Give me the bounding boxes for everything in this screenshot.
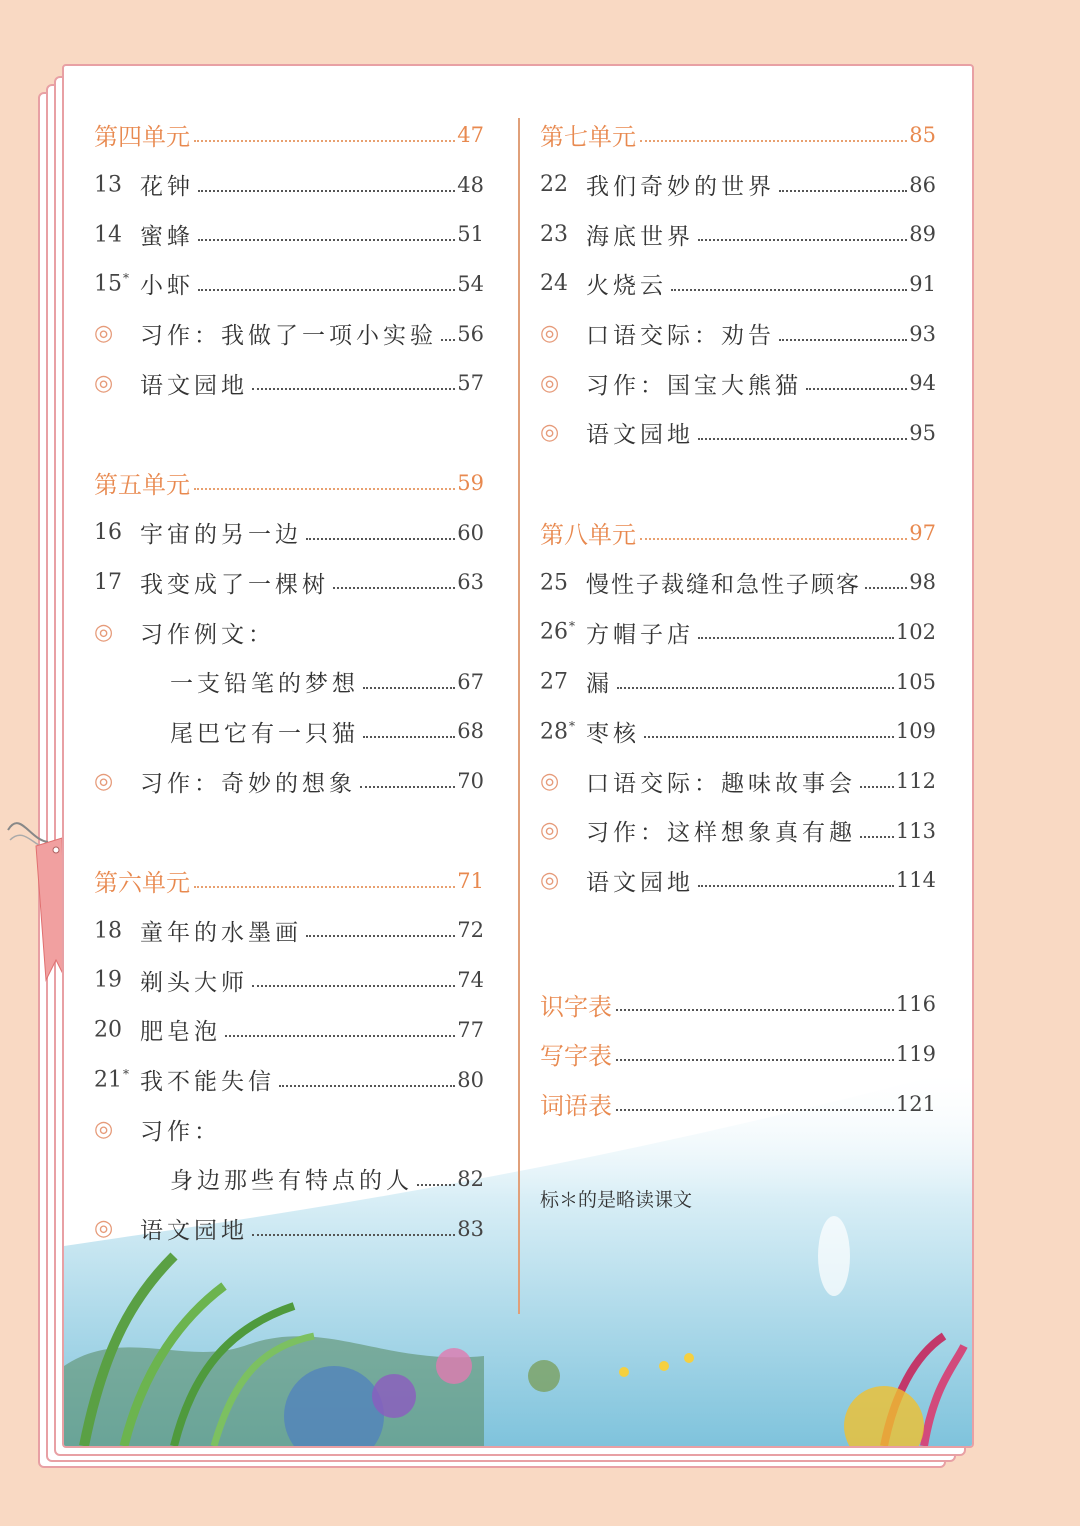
page-number: 116: [895, 992, 936, 1017]
leader-dots: [363, 736, 455, 738]
page-number: 112: [895, 769, 936, 794]
leader-dots: [360, 786, 455, 788]
u5-writing[interactable]: [94, 756, 484, 806]
leader-dots: [860, 836, 894, 838]
lesson-15[interactable]: [94, 259, 484, 309]
leader-dots: [865, 587, 907, 589]
lesson-title: 蜜蜂: [140, 223, 194, 250]
item-title: 一支铅笔的梦想: [170, 671, 359, 698]
u4-garden[interactable]: [94, 358, 484, 408]
item-title: 习作：奇妙的想象: [140, 770, 356, 797]
page-number: 60: [457, 520, 484, 545]
unit-title: 第四单元: [94, 123, 190, 152]
item-title: 口语交际：劝告: [586, 323, 775, 350]
leader-dots: [252, 1234, 455, 1236]
item-title: 语文园地: [140, 372, 248, 399]
lesson-number: 17: [94, 569, 122, 595]
u7-garden[interactable]: [540, 408, 936, 458]
u6-writing-heading: [94, 1104, 484, 1154]
unit-title: 第五单元: [94, 471, 190, 500]
lesson-title: 我不能失信: [140, 1069, 275, 1096]
right-column: [540, 110, 936, 1228]
leader-dots: [225, 1035, 455, 1037]
page-number: 54: [457, 271, 484, 296]
page-number: 82: [457, 1166, 484, 1191]
leader-dots: [640, 538, 907, 540]
leader-dots: [279, 1085, 455, 1087]
page-number: 86: [909, 172, 936, 197]
double-circle-icon: ◎: [94, 768, 114, 794]
u8-speaking[interactable]: [540, 756, 936, 806]
leader-dots: [198, 289, 455, 291]
leader-dots: [306, 538, 455, 540]
lesson-number: 25: [540, 570, 568, 595]
page-number: 48: [457, 172, 484, 197]
lesson-22[interactable]: [540, 160, 936, 210]
item-title: 语文园地: [586, 422, 694, 449]
lesson-27[interactable]: [540, 657, 936, 707]
item-title: 口语交际：趣味故事会: [586, 770, 856, 797]
lesson-number: 19: [94, 967, 122, 993]
unit-5-heading[interactable]: [94, 458, 484, 508]
lesson-28[interactable]: [540, 707, 936, 757]
page-number: 114: [895, 868, 936, 893]
double-circle-icon: ◎: [540, 768, 560, 794]
page-number: 68: [457, 719, 484, 744]
u6-writing-topic[interactable]: [94, 1154, 484, 1204]
contents-page: [62, 64, 974, 1448]
lesson-number: 20: [94, 1017, 122, 1043]
lesson-title: 我们奇妙的世界: [586, 174, 775, 201]
page-number: 74: [457, 968, 484, 993]
leader-dots: [779, 190, 907, 192]
item-title: 身边那些有特点的人: [170, 1168, 413, 1195]
u7-speaking[interactable]: [540, 309, 936, 359]
unit-6-heading[interactable]: [94, 856, 484, 906]
leader-dots: [417, 1184, 455, 1186]
page-number: 85: [909, 122, 936, 147]
page-number: 89: [909, 222, 936, 247]
double-circle-icon: ◎: [94, 321, 114, 347]
page-number: 59: [457, 470, 484, 495]
leader-dots: [698, 239, 907, 241]
lesson-number: 27: [540, 669, 568, 695]
lesson-13[interactable]: [94, 160, 484, 210]
lesson-title: 海底世界: [586, 223, 694, 250]
leader-dots: [194, 488, 455, 490]
lesson-title: 童年的水墨画: [140, 919, 302, 946]
page-number: 57: [457, 371, 484, 396]
page-number: 83: [457, 1216, 484, 1241]
page-number: 113: [895, 818, 936, 843]
lesson-title: 方帽子店: [586, 621, 694, 648]
page-number: 91: [909, 271, 936, 296]
leader-dots: [616, 1059, 894, 1061]
left-column: [94, 110, 484, 1253]
u8-writing[interactable]: [540, 806, 936, 856]
lesson-number: 22: [540, 172, 568, 198]
page-number: 67: [457, 669, 484, 694]
lesson-title: 枣核: [586, 720, 640, 747]
page-number: 94: [909, 371, 936, 396]
leader-dots: [194, 140, 455, 142]
page-number: 70: [457, 769, 484, 794]
lesson-26[interactable]: [540, 607, 936, 657]
unit-8-heading[interactable]: [540, 508, 936, 558]
unit-7-heading[interactable]: [540, 110, 936, 160]
page-number: 119: [895, 1041, 936, 1066]
double-circle-icon: ◎: [94, 370, 114, 396]
appendix-writing-table[interactable]: [540, 1029, 936, 1079]
page-number: 47: [457, 122, 484, 147]
lesson-number: 14: [94, 221, 122, 247]
appendix-vocabulary-table[interactable]: [540, 1079, 936, 1129]
u4-writing[interactable]: [94, 309, 484, 359]
leader-dots: [617, 687, 894, 689]
double-circle-icon: ◎: [540, 321, 560, 347]
lesson-number: 13: [94, 172, 122, 198]
leader-dots: [198, 190, 455, 192]
lesson-title: 我变成了一棵树: [140, 571, 329, 598]
leader-dots: [252, 985, 455, 987]
column-divider: [518, 118, 520, 1314]
u5-example-1[interactable]: [94, 657, 484, 707]
appendix-title: 词语表: [540, 1092, 612, 1121]
lesson-number: 26*: [540, 619, 575, 645]
lesson-title: 漏: [586, 671, 613, 698]
item-title: 尾巴它有一只猫: [170, 720, 359, 747]
leader-dots: [616, 1009, 894, 1011]
leader-dots: [363, 687, 455, 689]
lesson-number: 15*: [94, 271, 129, 297]
u5-example-heading: [94, 607, 484, 657]
lesson-24[interactable]: [540, 259, 936, 309]
lesson-title: 剃头大师: [140, 969, 248, 996]
lesson-title: 花钟: [140, 174, 194, 201]
lesson-19[interactable]: [94, 955, 484, 1005]
double-circle-icon: ◎: [540, 370, 560, 396]
appendix-literacy-table[interactable]: [540, 979, 936, 1029]
item-title: 习作例文：: [140, 621, 275, 648]
u8-garden[interactable]: [540, 856, 936, 906]
lesson-14[interactable]: [94, 209, 484, 259]
leader-dots: [698, 885, 894, 887]
lesson-title: 小虾: [140, 273, 194, 300]
lesson-title: 火烧云: [586, 273, 667, 300]
footnote: 标＊的是略读课文: [540, 1188, 693, 1211]
lesson-number: 16: [94, 520, 122, 546]
item-title: 习作：这样想象真有趣: [586, 820, 856, 847]
double-circle-icon: ◎: [94, 619, 114, 645]
double-circle-icon: ◎: [540, 867, 560, 893]
lesson-23[interactable]: [540, 209, 936, 259]
leader-dots: [671, 289, 907, 291]
double-circle-icon: ◎: [540, 818, 560, 844]
lesson-number: 18: [94, 918, 122, 944]
u7-writing[interactable]: [540, 358, 936, 408]
lesson-number: 24: [540, 271, 568, 297]
item-title: 语文园地: [586, 869, 694, 896]
leader-dots: [616, 1109, 894, 1111]
lesson-18[interactable]: [94, 906, 484, 956]
leader-dots: [806, 388, 907, 390]
lesson-25[interactable]: [540, 558, 936, 608]
page-number: 71: [457, 868, 484, 893]
lesson-title: 慢性子裁缝和急性子顾客: [586, 571, 861, 598]
appendix-title: 写字表: [540, 1042, 612, 1071]
lesson-number: 21*: [94, 1066, 129, 1093]
item-title: 习作：国宝大熊猫: [586, 372, 802, 399]
leader-dots: [252, 388, 455, 390]
lesson-title: 宇宙的另一边: [140, 522, 302, 549]
u6-garden[interactable]: [94, 1204, 484, 1254]
page-number: 97: [909, 520, 936, 545]
lesson-21[interactable]: [94, 1055, 484, 1105]
unit-4-heading[interactable]: [94, 110, 484, 160]
leader-dots: [198, 239, 455, 241]
page-number: 93: [909, 321, 936, 346]
leader-dots: [779, 339, 907, 341]
page-number: 105: [895, 669, 936, 694]
leader-dots: [860, 786, 894, 788]
page-number: 102: [895, 620, 936, 645]
leader-dots: [306, 935, 455, 937]
appendix-title: 识字表: [540, 992, 612, 1021]
double-circle-icon: ◎: [94, 1216, 114, 1242]
page-number: 63: [457, 570, 484, 595]
leader-dots: [194, 886, 455, 888]
item-title: 习作：: [140, 1118, 221, 1145]
page-number: 72: [457, 918, 484, 943]
lesson-20[interactable]: [94, 1005, 484, 1055]
page-number: 80: [457, 1067, 484, 1092]
u5-example-2[interactable]: [94, 707, 484, 757]
page-number: 98: [909, 570, 936, 595]
leader-dots: [698, 438, 907, 440]
item-title: 习作：我做了一项小实验: [140, 323, 437, 350]
page-number: 109: [895, 719, 936, 744]
double-circle-icon: ◎: [540, 420, 560, 446]
leader-dots: [333, 587, 455, 589]
page-number: 77: [457, 1017, 484, 1042]
page-number: 95: [909, 420, 936, 445]
unit-title: 第八单元: [540, 521, 636, 550]
page-number: 121: [895, 1091, 936, 1116]
lesson-title: 肥皂泡: [140, 1019, 221, 1046]
double-circle-icon: ◎: [94, 1116, 114, 1142]
page-number: 51: [457, 222, 484, 247]
leader-dots: [644, 736, 894, 738]
lesson-number: 23: [540, 221, 568, 247]
page-number: 56: [457, 321, 484, 346]
item-title: 语文园地: [140, 1218, 248, 1245]
unit-title: 第六单元: [94, 869, 190, 898]
leader-dots: [441, 339, 455, 341]
lesson-number: 28*: [540, 718, 575, 745]
lesson-17[interactable]: [94, 558, 484, 608]
leader-dots: [640, 140, 907, 142]
leader-dots: [698, 637, 894, 639]
lesson-16[interactable]: [94, 508, 484, 558]
unit-title: 第七单元: [540, 123, 636, 152]
